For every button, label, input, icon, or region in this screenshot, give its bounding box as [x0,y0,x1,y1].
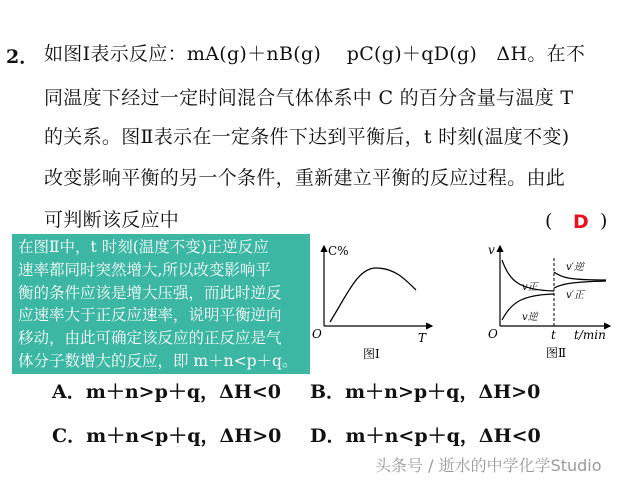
figure-2-x-label: t/min [574,328,606,342]
option-a[interactable]: A．m＋n>p＋q，ΔH<0 [52,381,281,403]
figure-2-v-forward-label: v正 [522,282,538,293]
explanation-line-3: 衡的条件应该是增大压强，而此时逆反 [18,283,282,302]
figure-2-v-forward-new-label: v′正 [566,290,584,301]
explanation-line-6: 体分子数增大的反应，即 m＋n<p＋q。 [18,351,298,370]
figure-2-v-reverse-new-label: v′逆 [566,262,584,273]
figure-2-origin: O [488,327,498,341]
figure-1-curve [330,268,416,322]
figure-1-origin: O [312,327,322,341]
question-line-2: 同温度下经过一定时间混合气体体系中 C 的百分含量与温度 T [44,87,574,109]
figure-1-y-label: C% [328,244,349,258]
figure-2 [486,240,616,364]
explanation-line-5: 移动，由此可确定该反应的正反应是气 [18,329,282,348]
option-c[interactable]: C．m＋n<p＋q，ΔH>0 [52,425,282,447]
explanation-line-4: 应速率大于正反应速率，说明平衡逆向 [18,306,282,325]
figure-2-v-reverse-new-curve [554,272,606,280]
figure-1 [308,238,448,364]
explanation-box [12,234,310,374]
answer-open-paren: ( [545,210,553,232]
option-d[interactable]: D．m＋n<p＋q，ΔH<0 [310,425,541,447]
question-line-1: 如图Ⅰ表示反应：mA(g)＋nB(g) pC(g)＋qD(g) ΔH。在不 [44,43,586,65]
figure-2-caption: 图Ⅱ [546,346,567,360]
figure-2-v-forward-new-curve [554,281,606,288]
figure-1-caption: 图Ⅰ [363,347,380,361]
option-b[interactable]: B．m＋n>p＋q，ΔH>0 [310,381,541,403]
question-line-5: 可判断该反应中 [44,209,180,231]
figure-2-y-label: v [488,243,495,257]
answer-letter: D [573,211,589,233]
explanation-line-1: 在图Ⅱ中，t 时刻(温度不变)正逆反应 [18,238,269,256]
question-line-4: 改变影响平衡的另一个条件，重新建立平衡的反应过程。由此 [44,167,566,189]
explanation-line-2: 速率都同时突然增大,所以改变影响平 [18,260,271,279]
figure-2-v-reverse-label: v逆 [522,312,538,323]
question-number: 2． [6,46,39,68]
answer-close-paren: ) [600,210,608,232]
figure-1-x-label: T [418,331,427,345]
watermark: 头条号 / 逝水的中学化学Studio [375,456,602,475]
question-line-3: 的关系。图Ⅱ表示在一定条件下达到平衡后，t 时刻(温度不变) [44,126,570,148]
figure-2-t-tick: t [551,328,556,342]
